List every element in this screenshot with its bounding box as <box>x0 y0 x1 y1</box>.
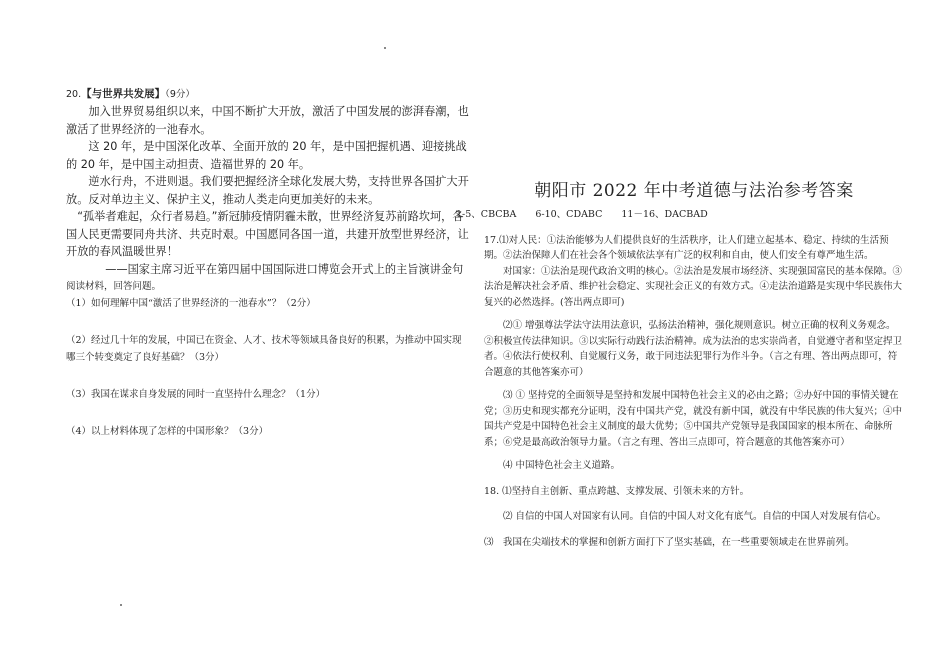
answer-18-3: ⑶ 我国在尖端技术的掌握和创新方面打下了坚实基础，在一些重要领域走在世界前列。 <box>484 536 855 548</box>
choice-answers: 1-5、CBCBA 6-10、CDABC 11－16、DACBAD <box>456 209 708 220</box>
reading-instruction: 阅读材料，回答问题。 <box>66 281 162 292</box>
question-20-4: （4）以上材料体现了怎样的中国形象？（3分） <box>66 426 269 437</box>
material-paragraph-3: 逆水行舟，不进则退。我们要把握经济全球化发展大势，支持世界各国扩大开放。反对单边主义、保护主义，推动人类走向更加美好的未来。 <box>66 175 469 206</box>
answer-17-3: ⑶ ① 坚持党的全面领导是坚持和发展中国特色社会主义的必由之路；②办好中国的事情关键在党；③历史和现实都充分证明，没有中国共产党，就没有新中国，就没有中华民族的伟大复兴；④中国共产党是中国特色社会主义制度的最大优势；⑤中国共产党领导是我国国家的根本所在、命脉所系；⑥党是最高政治领导力量。（言之有理、答出三点即可，符合题意的其他答案亦可） <box>484 390 903 448</box>
question-20-2: （2）经过几十年的发展，中国已在资金、人才、技术等领域具备良好的积累，为推动中国实现哪三个转变奠定了良好基础？（3分） <box>66 335 462 363</box>
question-20-3: （3）我国在谋求自身发展的同时一直坚持什么理念？（1分） <box>66 389 326 400</box>
answer-17-2: ⑵① 增强尊法学法守法用法意识，弘扬法治精神，强化规则意识。树立正确的权利义务观念。②积极宣传法律知识。③以实际行动践行法治精神。成为法治的忠实崇尚者，自觉遵守者和坚定捍卫者。④依法行使权利、自觉履行义务，敢于同违法犯罪行为作斗争。（言之有理、答出两点即可，符合题意的其他答案亦可） <box>484 320 903 378</box>
question-score: （9分） <box>165 89 195 100</box>
answer-17-4: ⑷ 中国特色社会主义道路。 <box>503 460 621 471</box>
page-speck-bottom <box>120 604 122 606</box>
question-number: 20. <box>66 89 82 100</box>
material-paragraph-2: 这 20 年，是中国深化改革、全面开放的 20 年，是中国把握机遇、迎接挑战的 20 年，是中国主动担责、造福世界的 20 年。 <box>66 140 467 171</box>
right-column-answer-key <box>456 176 904 550</box>
material-source: ——国家主席习近平在第四届中国国际进口博览会开式上的主旨演讲金句 <box>105 262 464 276</box>
question-20-heading <box>66 86 470 103</box>
material-paragraph-4: “孤举者难起，众行者易趋。”新冠肺疫情阴霾未散，世界经济复苏前路坎坷，各国人民更需要同舟共济、共克时艰。中国愿同各国一道，共建开放型世界经济，让开放的春风温暖世界！ <box>66 210 469 258</box>
answer-18-1: 18. ⑴坚持自主创新、重点跨越、支撑发展、引领未来的方针。 <box>484 485 750 497</box>
answer-17-1-state: 对国家：①法治是现代政治文明的核心。②法治是发展市场经济、实现强国富民的基本保障。③法治是解决社会矛盾、维护社会稳定、实现社会正义的有效方式。④走法治道路是实现中华民族伟大复兴的必然选择。(答出两点即可) <box>484 265 903 308</box>
answer-17-1-people: 17.⑴对人民：①法治能够为人们提供良好的生活秩序，让人们建立起基本、稳定、持续的生活预期。②法治保障人们在社会各个领域依法享有广泛的权利和自由，使人们安全有尊严地生活。 <box>484 234 889 261</box>
answer-key-title: 朝阳市 2022 年中考道德与法治参考答案 <box>534 181 854 201</box>
page-speck-top <box>384 47 386 49</box>
left-column-question-20 <box>66 86 470 440</box>
answer-18-2: ⑵ 自信的中国人对国家有认同。自信的中国人对文化有底气。自信的中国人对发展有信心。 <box>503 511 887 522</box>
question-20-1: （1）如何理解中国“激活了世界经济的一池春水”？（2分） <box>66 298 316 309</box>
material-paragraph-1: 加入世界贸易组织以来，中国不断扩大开放，激活了中国发展的澎湃春潮，也激活了世界经济的一池春水。 <box>66 105 469 136</box>
question-title: 【与世界共发展】 <box>81 88 166 100</box>
